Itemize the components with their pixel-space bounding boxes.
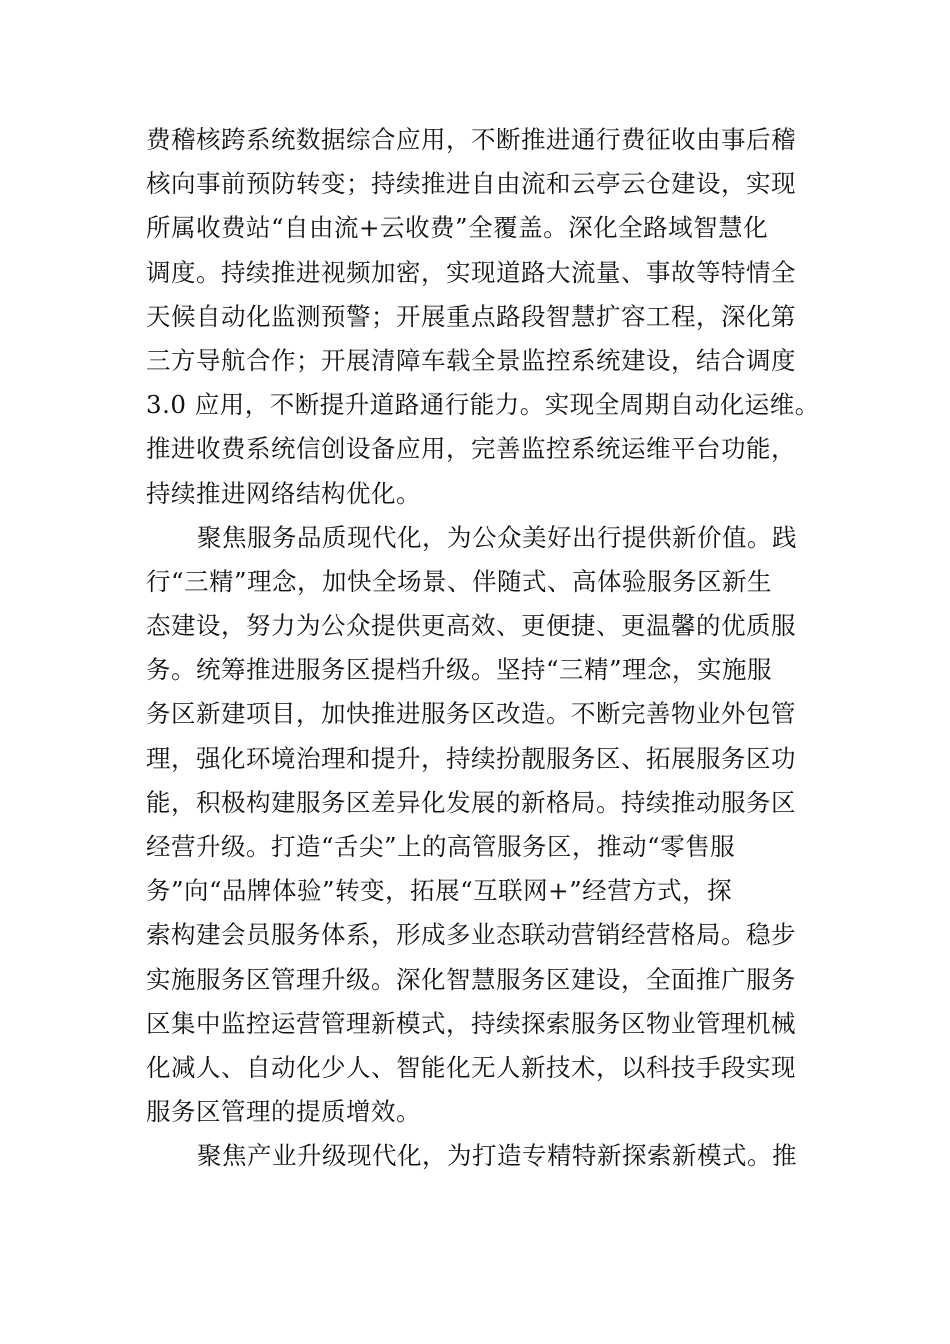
text-line: 务区新建项目，加快推进服务区改造。不断完善物业外包管 [146,699,796,729]
text-line: 实施服务区管理升级。深化智慧服务区建设，全面推广服务 [146,964,796,994]
text-line: 务”向“品牌体验”转变，拓展“互联网+”经营方式，探 [146,876,733,906]
text-line: 化减人、自动化少人、智能化无人新技术，以科技手段实现 [146,1052,796,1082]
text-line: 服务区管理的提质增效。 [146,1097,421,1127]
text-line: 费稽核跨系统数据综合应用，不断推进通行费征收由事后稽 [146,125,796,154]
text-line: 态建设，努力为公众提供更高效、更便捷、更温馨的优质服 [146,611,796,641]
text-line: 聚焦产业升级现代化，为打造专精特新探索新模式。推 [197,1141,797,1171]
text-line: 持续推进网络结构优化。 [146,478,421,508]
text-line: 能，积极构建服务区差异化发展的新格局。持续推动服务区 [146,787,796,817]
text-line: 三方导航合作；开展清障车载全景监控系统建设，结合调度 [146,345,796,375]
text-line: 区集中监控运营管理新模式，持续探索服务区物业管理机械 [146,1008,796,1038]
text-line: 所属收费站“自由流+云收费”全覆盖。深化全路域智慧化 [146,213,769,243]
paragraph [146,118,826,516]
text-line: 调度。持续推进视频加密，实现道路大流量、事故等特情全 [146,257,796,287]
paragraph [146,516,826,1135]
text-line: 推进收费系统信创设备应用，完善监控系统运维平台功能， [146,434,796,464]
text-line: 行“三精”理念，加快全场景、伴随式、高体验服务区新生 [146,566,773,596]
text-line: 理，强化环境治理和提升，持续扮靓服务区、拓展服务区功 [146,743,796,773]
paragraph [146,1134,826,1178]
text-line: 3.0 应用，不断提升道路通行能力。实现全周期自动化运维。 [146,390,820,420]
text-line: 索构建会员服务体系，形成多业态联动营销经营格局。稳步 [146,920,796,950]
text-line: 天候自动化监测预警；开展重点路段智慧扩容工程，深化第 [146,301,796,331]
text-line: 聚焦服务品质现代化，为公众美好出行提供新价值。践 [197,522,797,552]
text-line: 务。统筹推进服务区提档升级。坚持“三精”理念，实施服 [146,655,773,685]
text-line: 经营升级。打造“舌尖”上的高管服务区，推动“零售服 [146,832,736,861]
text-line: 核向事前预防转变；持续推进自由流和云亭云仓建设，实现 [146,169,796,199]
document-body [146,118,826,1179]
